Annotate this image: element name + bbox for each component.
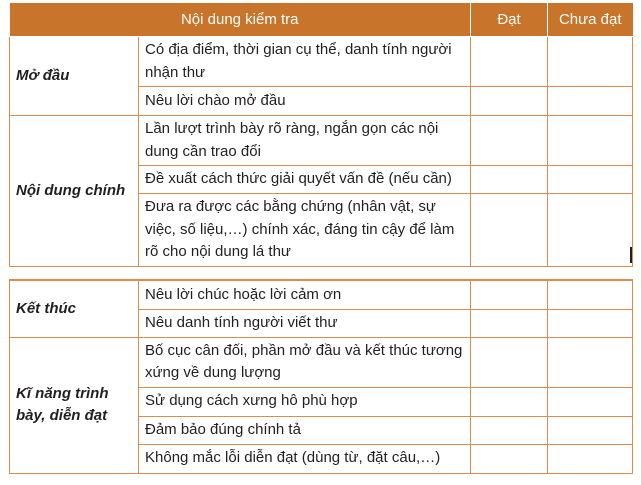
- criterion-text: Đề xuất cách thức giải quyết vấn đề (nếu cần): [139, 166, 471, 194]
- pass-cell[interactable]: [471, 194, 548, 267]
- pass-cell[interactable]: [471, 87, 548, 116]
- pass-cell[interactable]: [471, 444, 548, 473]
- fail-cell[interactable]: [548, 309, 633, 337]
- header-fail: Chưa đạt: [548, 3, 633, 37]
- table-row: [10, 116, 633, 166]
- pass-cell[interactable]: [471, 116, 548, 166]
- section-title-noi-dung-chinh: Nội dung chính: [10, 116, 139, 267]
- fail-cell[interactable]: [548, 116, 633, 166]
- table-header-row: [10, 3, 633, 37]
- fail-cell[interactable]: [548, 194, 633, 267]
- header-content: Nội dung kiểm tra: [10, 3, 471, 37]
- table-row: [10, 337, 633, 387]
- criterion-text: Đảm bảo đúng chính tả: [139, 416, 471, 444]
- fail-cell[interactable]: [548, 280, 633, 309]
- table-row: [10, 37, 633, 87]
- header-pass: Đạt: [471, 3, 548, 37]
- pass-cell[interactable]: [471, 309, 548, 337]
- criterion-text: Nêu lời chúc hoặc lời cảm ơn: [139, 280, 471, 309]
- fail-cell[interactable]: [548, 444, 633, 473]
- fail-cell[interactable]: [548, 166, 633, 194]
- pass-cell[interactable]: [471, 387, 548, 416]
- fail-cell[interactable]: [548, 337, 633, 387]
- checklist-table-top: [9, 3, 633, 267]
- section-title-ki-nang: Kĩ năng trình bày, diễn đạt: [10, 337, 139, 473]
- criterion-text: Sử dụng cách xưng hô phù hợp: [139, 387, 471, 416]
- pass-cell[interactable]: [471, 337, 548, 387]
- pass-cell[interactable]: [471, 37, 548, 87]
- criterion-text: Nêu lời chào mở đầu: [139, 87, 471, 116]
- criterion-text: Có địa điểm, thời gian cụ thể, danh tính người nhận thư: [139, 37, 471, 87]
- criterion-text: Lần lượt trình bày rõ ràng, ngắn gọn các nội dung cần trao đổi: [139, 116, 471, 166]
- criterion-text: Không mắc lỗi diễn đạt (dùng từ, đặt câu,…): [139, 444, 471, 473]
- fail-cell[interactable]: [548, 387, 633, 416]
- checklist-table-bottom: [9, 279, 633, 474]
- fail-cell[interactable]: [548, 87, 633, 116]
- section-title-ket-thuc: Kết thúc: [10, 280, 139, 337]
- pass-cell[interactable]: [471, 280, 548, 309]
- criterion-text: Bố cục cân đối, phần mở đầu và kết thúc tương xứng về dung lượng: [139, 337, 471, 387]
- pass-cell[interactable]: [471, 416, 548, 444]
- section-title-mo-dau: Mở đầu: [10, 37, 139, 116]
- margin-mark: [630, 247, 632, 263]
- fail-cell[interactable]: [548, 37, 633, 87]
- pass-cell[interactable]: [471, 166, 548, 194]
- table-row: [10, 280, 633, 309]
- criterion-text: Đưa ra được các bằng chứng (nhân vật, sự việc, số liệu,…) chính xác, đáng tin cậy để làm rõ cho nội dung lá thư: [139, 194, 471, 267]
- fail-cell[interactable]: [548, 416, 633, 444]
- criterion-text: Nêu danh tính người viết thư: [139, 309, 471, 337]
